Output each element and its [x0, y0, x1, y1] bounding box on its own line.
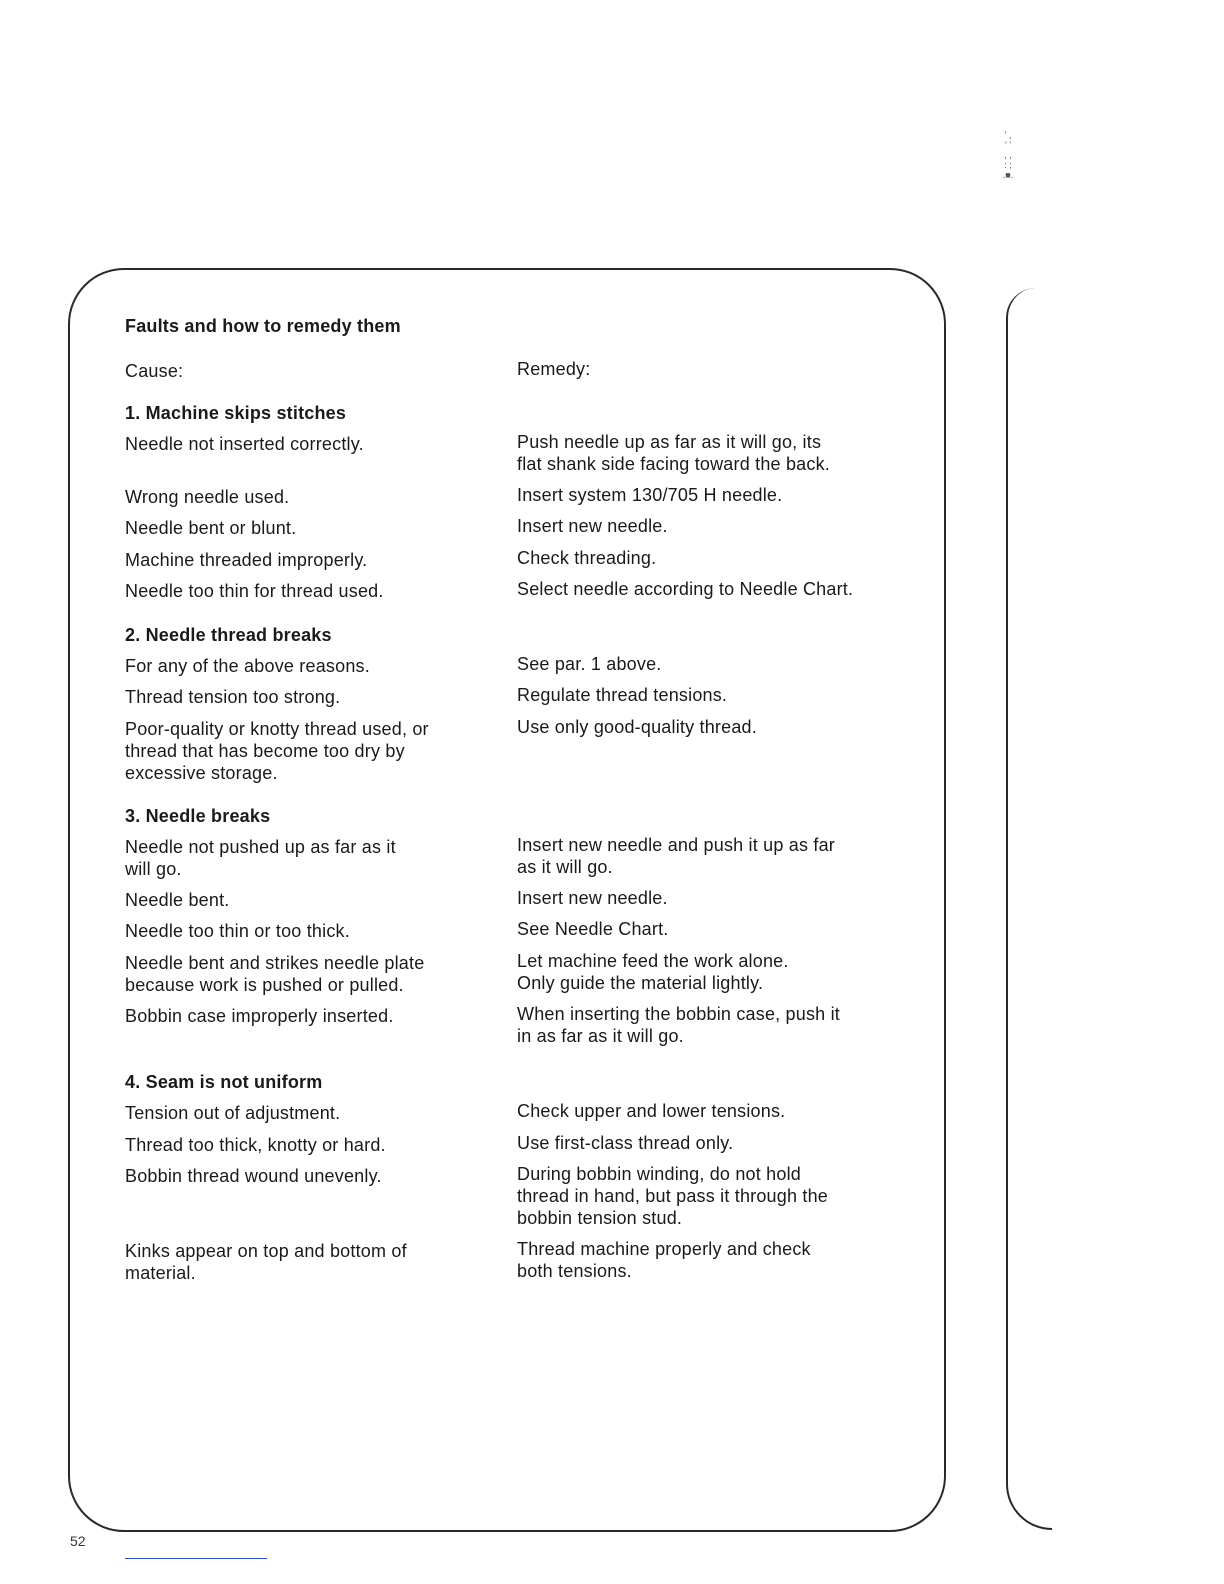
remedy-text: Insert new needle. [517, 888, 668, 908]
cause-text: Needle bent. [125, 890, 230, 910]
margin-bracket [1006, 288, 1052, 1530]
cause-text: Bobbin case improperly inserted. [125, 1006, 394, 1026]
section-heading: 4. Seam is not uniform [125, 1072, 323, 1092]
remedy-text: When inserting the bobbin case, push it in as far as it will go. [517, 1004, 840, 1046]
cause-text: Machine threaded improperly. [125, 550, 368, 570]
remedy-text: Insert system 130/705 H needle. [517, 485, 783, 505]
cause-header: Cause: [125, 361, 184, 381]
cause-text: Thread tension too strong. [125, 687, 341, 707]
cause-text: Wrong needle used. [125, 487, 290, 507]
section-heading: 1. Machine skips stitches [125, 403, 347, 423]
section-heading: 3. Needle breaks [125, 806, 271, 826]
cause-text: Tension out of adjustment. [125, 1103, 341, 1123]
cause-text: Kinks appear on top and bottom of material. [125, 1241, 407, 1283]
remedy-text: Insert new needle and push it up as far as it will go. [517, 835, 836, 877]
remedy-text: Check upper and lower tensions. [517, 1101, 786, 1121]
remedy-text: Use only good-quality thread. [517, 717, 757, 737]
cause-text: Needle too thin for thread used. [125, 581, 384, 601]
cause-text: Needle not inserted correctly. [125, 434, 364, 454]
cause-text: Needle too thin or too thick. [125, 921, 350, 941]
cause-text: Needle not pushed up as far as it will go. [125, 837, 396, 879]
remedy-text: Regulate thread tensions. [517, 685, 728, 705]
remedy-header: Remedy: [517, 359, 591, 379]
section-heading: 2. Needle thread breaks [125, 625, 332, 645]
cause-text: Poor-quality or knotty thread used, or thread that has become too dry by excessive storage. [125, 719, 429, 783]
cause-text: Bobbin thread wound unevenly. [125, 1166, 382, 1186]
remedy-text: See par. 1 above. [517, 654, 662, 674]
remedy-text: See Needle Chart. [517, 919, 669, 939]
remedy-text: Insert new needle. [517, 516, 668, 536]
remedy-text: Check threading. [517, 548, 657, 568]
remedy-text: During bobbin winding, do not hold thread in hand, but pass it through the bobbin tension stud. [517, 1164, 829, 1228]
remedy-text: Let machine feed the work alone. Only guide the material lightly. [517, 951, 789, 993]
page-title: Faults and how to remedy them [125, 316, 401, 336]
page-number: 52 [70, 1533, 86, 1549]
footer-rule [125, 1558, 267, 1559]
remedy-text: Thread machine properly and check both tensions. [517, 1239, 811, 1281]
cause-text: Thread too thick, knotty or hard. [125, 1135, 386, 1155]
cause-text: For any of the above reasons. [125, 656, 370, 676]
remedy-text: Use first-class thread only. [517, 1133, 734, 1153]
remedy-text: Push needle up as far as it will go, its flat shank side facing toward the back. [517, 432, 830, 474]
cause-text: Needle bent or blunt. [125, 518, 297, 538]
remedy-text: Select needle according to Needle Chart. [517, 579, 854, 599]
scan-marks: ' , ' ' , , : ; .■. [1002, 130, 1014, 180]
cause-text: Needle bent and strikes needle plate because work is pushed or pulled. [125, 953, 425, 995]
